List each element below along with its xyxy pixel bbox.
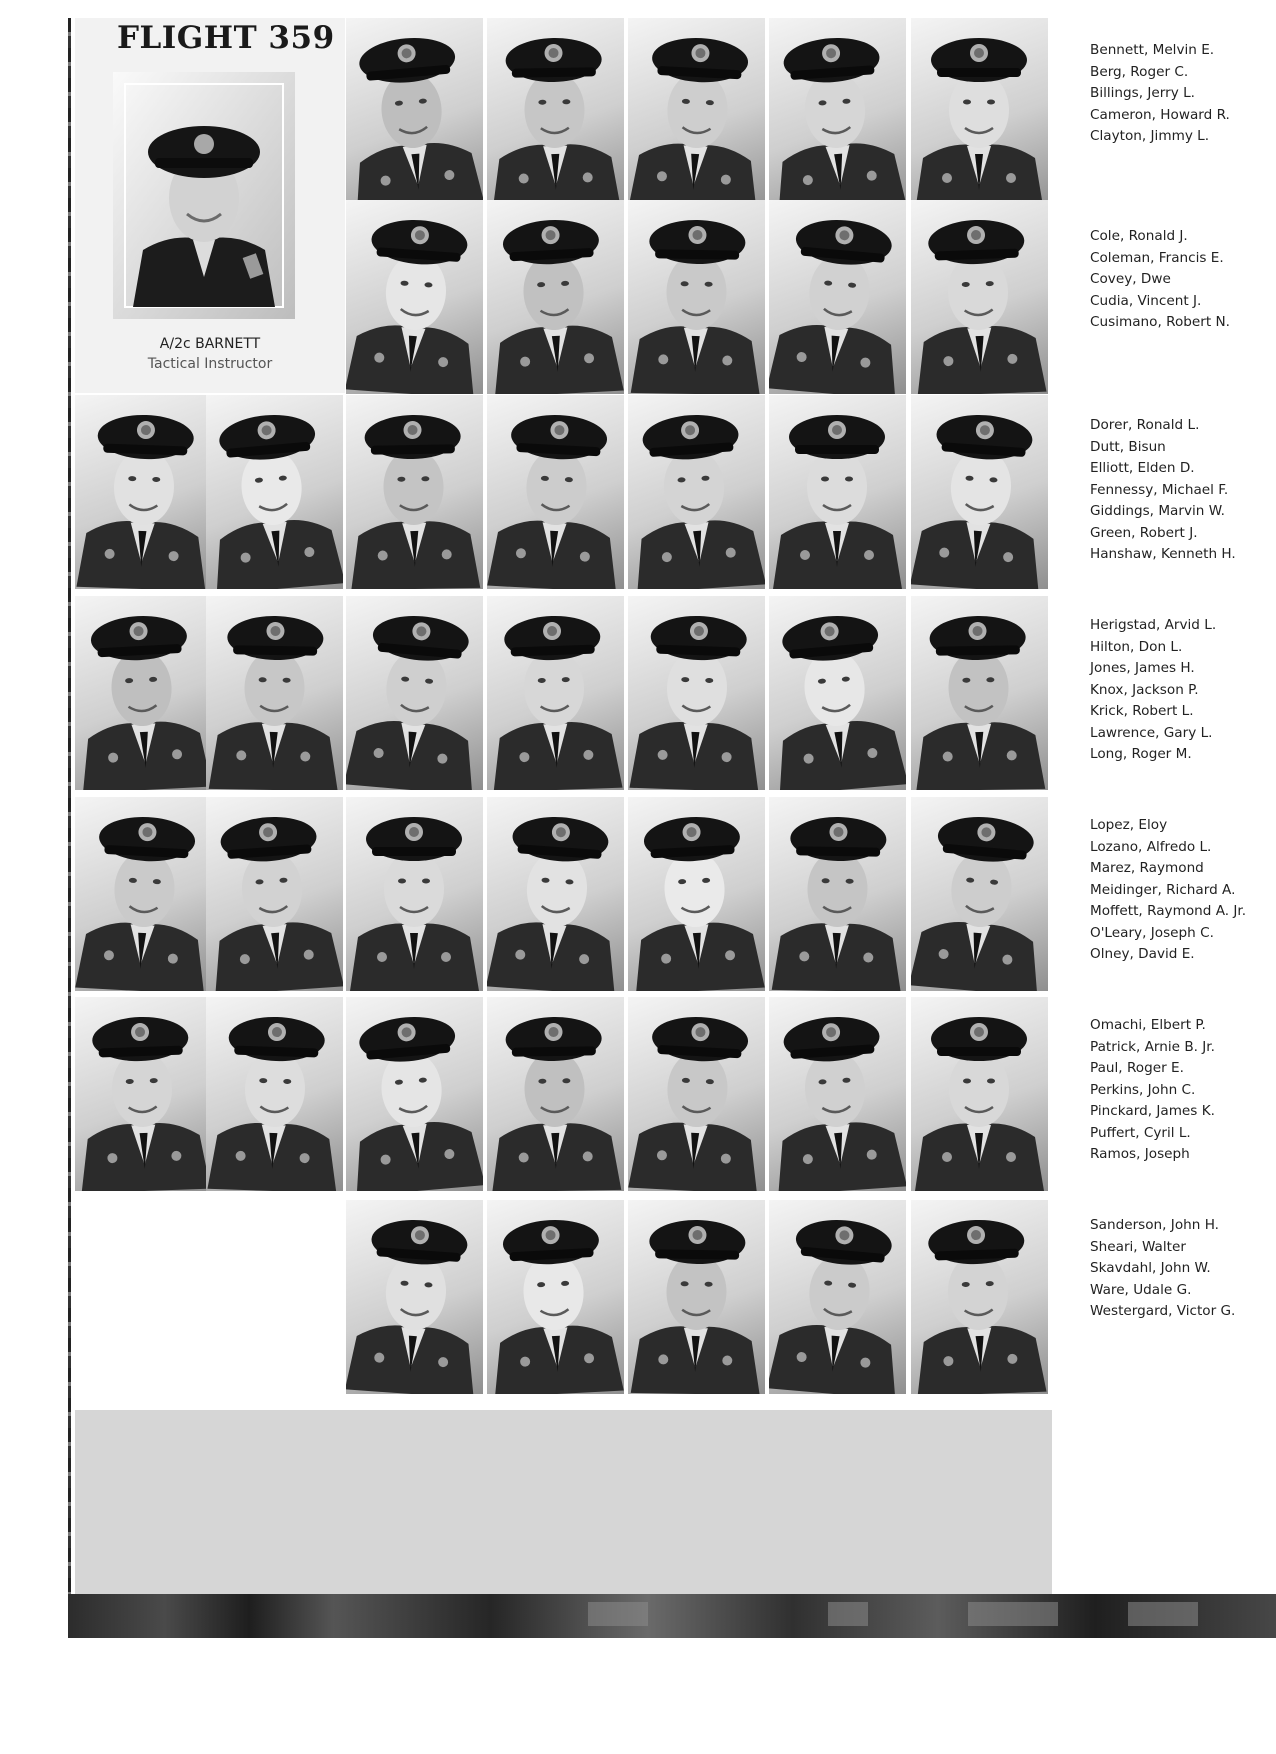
trainee-portrait-photo: [487, 18, 624, 212]
instructor-photo-frame: [113, 72, 295, 319]
trainee-portrait: [769, 395, 906, 589]
trainee-name: Pinckard, James K.: [1090, 1103, 1215, 1119]
trainee-name: Billings, Jerry L.: [1090, 85, 1195, 101]
trainee-portrait: [487, 797, 624, 991]
trainee-portrait-photo: [346, 1200, 483, 1394]
trainee-portrait-photo: [769, 395, 906, 589]
name-list-row-3: [1090, 415, 1276, 566]
trainee-portrait-photo: [487, 395, 624, 589]
trainee-portrait-photo: [487, 797, 624, 991]
trainee-portrait: [911, 596, 1048, 790]
trainee-name: Bennett, Melvin E.: [1090, 42, 1215, 58]
bottom-scan-strip: [68, 1594, 1276, 1638]
trainee-portrait-photo: [206, 797, 343, 991]
trainee-portrait: [911, 997, 1048, 1191]
trainee-name: Dorer, Ronald L.: [1090, 417, 1200, 433]
trainee-name: Cusimano, Robert N.: [1090, 314, 1230, 330]
trainee-name: Patrick, Arnie B. Jr.: [1090, 1038, 1215, 1055]
trainee-portrait-photo: [346, 200, 483, 394]
trainee-portrait-photo: [769, 200, 906, 394]
trainee-name: Lawrence, Gary L.: [1090, 724, 1213, 741]
name-list-row-6: [1090, 1015, 1276, 1166]
trainee-portrait-photo: [911, 395, 1048, 589]
trainee-name: Covey, Dwe: [1090, 271, 1171, 287]
trainee-portrait-photo: [487, 1200, 624, 1394]
trainee-name: Krick, Robert L.: [1090, 703, 1194, 719]
trainee-portrait-photo: [346, 997, 483, 1191]
trainee-portrait: [206, 395, 343, 589]
trainee-portrait: [206, 797, 343, 991]
trainee-portrait: [628, 797, 765, 991]
trainee-portrait-photo: [206, 997, 343, 1191]
trainee-portrait-photo: [487, 596, 624, 790]
trainee-portrait-photo: [346, 395, 483, 589]
trainee-name: Hanshaw, Kenneth H.: [1090, 546, 1236, 562]
trainee-portrait: [769, 18, 906, 212]
trainee-portrait-photo: [487, 200, 624, 394]
trainee-portrait: [346, 200, 483, 394]
trainee-name: Ramos, Joseph: [1090, 1146, 1190, 1162]
trainee-name: Cudia, Vincent J.: [1090, 292, 1202, 309]
trainee-portrait: [911, 1200, 1048, 1394]
trainee-name: Lozano, Alfredo L.: [1090, 838, 1212, 855]
trainee-portrait-photo: [628, 200, 765, 394]
trainee-portrait-photo: [206, 395, 343, 589]
trainee-portrait-photo: [911, 596, 1048, 790]
trainee-portrait: [346, 596, 483, 790]
trainee-portrait-photo: [487, 997, 624, 1191]
trainee-name: Sanderson, John H.: [1090, 1217, 1219, 1233]
trainee-portrait: [628, 395, 765, 589]
trainee-name: Paul, Roger E.: [1090, 1060, 1184, 1076]
trainee-name: Cole, Ronald J.: [1090, 228, 1188, 244]
trainee-name: Meidinger, Richard A.: [1090, 881, 1236, 898]
trainee-portrait-photo: [346, 797, 483, 991]
trainee-name: Westergard, Victor G.: [1090, 1303, 1236, 1319]
trainee-portrait: [487, 200, 624, 394]
trainee-name: Sheari, Walter: [1090, 1238, 1186, 1255]
trainee-portrait: [206, 596, 343, 790]
trainee-portrait: [206, 997, 343, 1191]
trainee-portrait-photo: [769, 997, 906, 1191]
trainee-portrait: [628, 997, 765, 1191]
trainee-portrait: [769, 797, 906, 991]
trainee-portrait-photo: [911, 997, 1048, 1191]
trainee-name: Cameron, Howard R.: [1090, 106, 1230, 123]
trainee-name: Giddings, Marvin W.: [1090, 503, 1225, 519]
trainee-portrait-photo: [769, 797, 906, 991]
trainee-portrait: [769, 1200, 906, 1394]
trainee-name: Olney, David E.: [1090, 946, 1195, 962]
trainee-portrait: [346, 1200, 483, 1394]
trainee-portrait-photo: [628, 797, 765, 991]
trainee-portrait: [628, 18, 765, 212]
trainee-name: Long, Roger M.: [1090, 746, 1192, 762]
trainee-name: Jones, James H.: [1090, 660, 1195, 676]
trainee-portrait-photo: [75, 797, 212, 991]
trainee-portrait-photo: [911, 200, 1048, 394]
trainee-name: Puffert, Cyril L.: [1090, 1124, 1191, 1141]
trainee-portrait-photo: [75, 395, 212, 589]
trainee-portrait: [346, 18, 483, 212]
trainee-portrait: [628, 1200, 765, 1394]
trainee-name: Marez, Raymond: [1090, 860, 1204, 876]
trainee-portrait: [911, 18, 1048, 212]
trainee-portrait: [769, 997, 906, 1191]
trainee-portrait: [487, 596, 624, 790]
trainee-portrait-photo: [628, 18, 765, 212]
trainee-portrait-photo: [769, 596, 906, 790]
instructor-name: A/2c BARNETT: [159, 336, 261, 352]
trainee-portrait: [346, 395, 483, 589]
trainee-portrait: [75, 596, 212, 790]
trainee-portrait-photo: [628, 997, 765, 1191]
trainee-portrait-photo: [769, 1200, 906, 1394]
trainee-portrait: [487, 395, 624, 589]
name-list-row-2: [1090, 226, 1276, 334]
trainee-name: Ware, Udale G.: [1090, 1281, 1192, 1298]
page-binding-edge: [68, 18, 71, 1610]
trainee-portrait-photo: [346, 18, 483, 212]
trainee-portrait: [346, 797, 483, 991]
trainee-portrait-photo: [911, 797, 1048, 991]
trainee-name: Herigstad, Arvid L.: [1090, 617, 1217, 633]
instructor-role: Tactical Instructor: [147, 356, 273, 372]
name-list-row-4: [1090, 615, 1276, 766]
trainee-portrait-photo: [628, 596, 765, 790]
instructor-portrait-photo: [113, 72, 295, 319]
trainee-portrait-photo: [75, 596, 212, 790]
trainee-name: Perkins, John C.: [1090, 1081, 1196, 1098]
trainee-portrait-photo: [628, 395, 765, 589]
trainee-portrait: [75, 997, 212, 1191]
trainee-portrait: [911, 395, 1048, 589]
trainee-name: Dutt, Bisun: [1090, 438, 1166, 455]
trainee-portrait: [628, 596, 765, 790]
flight-title: FLIGHT 359: [117, 20, 335, 56]
trainee-portrait: [911, 200, 1048, 394]
trainee-portrait-photo: [911, 1200, 1048, 1394]
name-list-row-1: [1090, 40, 1276, 148]
trainee-portrait: [487, 997, 624, 1191]
trainee-name: Clayton, Jimmy L.: [1090, 128, 1210, 144]
trainee-name: Lopez, Eloy: [1090, 817, 1168, 833]
trainee-name: Green, Robert J.: [1090, 524, 1198, 541]
trainee-portrait-photo: [911, 18, 1048, 212]
trainee-name: Elliott, Elden D.: [1090, 460, 1195, 476]
name-list-row-5: [1090, 815, 1276, 966]
trainee-portrait-photo: [346, 596, 483, 790]
trainee-name: Coleman, Francis E.: [1090, 249, 1224, 266]
trainee-portrait: [75, 395, 212, 589]
trainee-name: Knox, Jackson P.: [1090, 681, 1199, 698]
trainee-portrait-photo: [75, 997, 212, 1191]
trainee-portrait: [911, 797, 1048, 991]
trainee-portrait: [769, 200, 906, 394]
trainee-portrait-photo: [206, 596, 343, 790]
trainee-portrait-photo: [628, 1200, 765, 1394]
trainee-portrait: [346, 997, 483, 1191]
trainee-portrait: [75, 797, 212, 991]
trainee-name: Fennessy, Michael F.: [1090, 481, 1229, 498]
trainee-name: Omachi, Elbert P.: [1090, 1017, 1206, 1033]
trainee-portrait-photo: [769, 18, 906, 212]
trainee-name: Berg, Roger C.: [1090, 63, 1189, 80]
empty-gray-panel: [75, 1410, 1052, 1608]
trainee-portrait: [769, 596, 906, 790]
trainee-portrait: [487, 1200, 624, 1394]
trainee-name: Hilton, Don L.: [1090, 638, 1183, 655]
trainee-name: O'Leary, Joseph C.: [1090, 924, 1214, 941]
trainee-name: Skavdahl, John W.: [1090, 1260, 1211, 1276]
flight-header-box: [75, 18, 345, 393]
trainee-portrait: [487, 18, 624, 212]
trainee-portrait: [628, 200, 765, 394]
name-list-row-7: [1090, 1215, 1276, 1323]
trainee-name: Moffett, Raymond A. Jr.: [1090, 903, 1247, 919]
